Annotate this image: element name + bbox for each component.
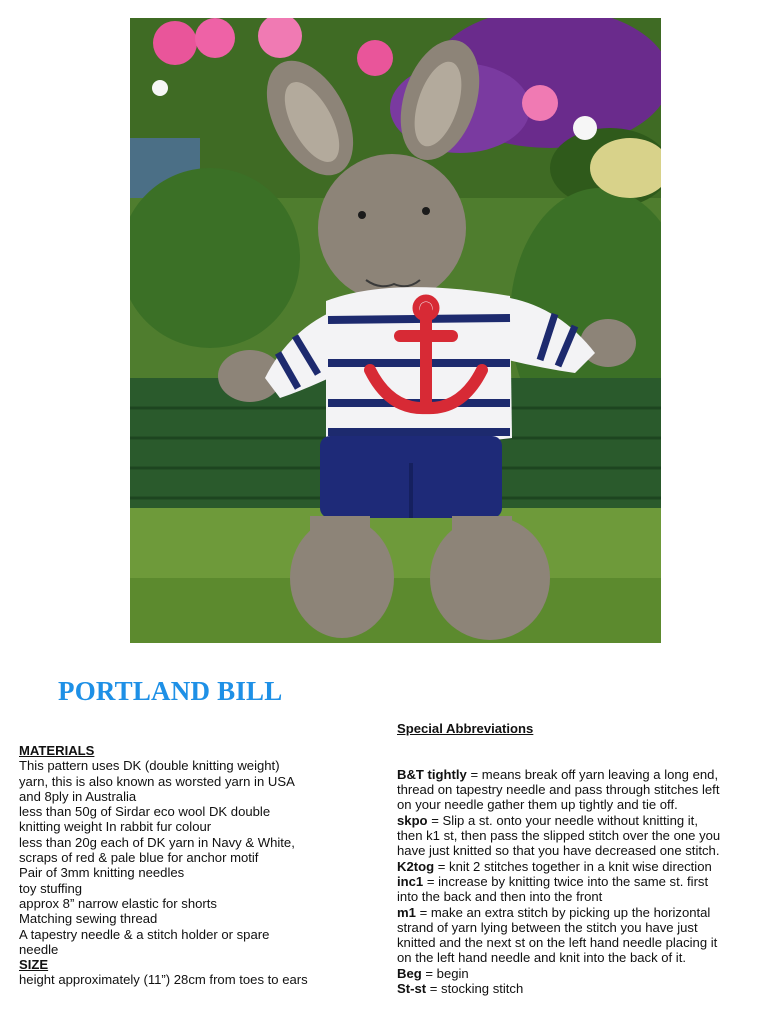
- size-text: height approximately (11”) 28cm from toes to ears: [19, 972, 308, 988]
- materials-line: needle: [19, 941, 59, 957]
- abbreviation-definition: = Slip a st. onto your needle without knitting it,: [427, 812, 698, 828]
- abbreviation-definition: = make an extra stitch by picking up the horizontal: [415, 904, 711, 920]
- materials-line: approx 8” narrow elastic for shorts: [19, 895, 217, 911]
- abbreviation-term: m1: [397, 904, 416, 920]
- abbreviation-definition: = increase by knitting twice into the same st. first: [423, 873, 709, 889]
- abbreviation-entry: [397, 813, 759, 828]
- abbreviation-term: K2tog: [397, 858, 435, 874]
- abbreviations-heading: Special Abbreviations: [397, 721, 534, 736]
- abbreviation-entry: [397, 859, 759, 874]
- abbreviation-continuation: thread on tapestry needle and pass through stitches left: [397, 782, 720, 798]
- abbreviation-term: B&T tightly: [397, 766, 467, 782]
- materials-line: yarn, this is also known as worsted yarn in USA: [19, 773, 295, 789]
- abbreviation-continuation: on the left hand needle and knit into the back of it.: [397, 950, 686, 966]
- materials-line: scraps of red & pale blue for anchor motif: [19, 850, 259, 866]
- abbreviation-entry: [397, 966, 759, 981]
- abbreviation-definition: = stocking stitch: [426, 981, 524, 997]
- materials-line: This pattern uses DK (double knitting weight): [19, 758, 280, 774]
- materials-heading: MATERIALS: [19, 743, 95, 758]
- abbreviation-entry: [397, 874, 759, 889]
- materials-line: toy stuffing: [19, 880, 83, 896]
- abbreviation-term: inc1: [397, 873, 424, 889]
- abbreviation-continuation: knitted and the next st on the left hand needle placing it: [397, 935, 718, 951]
- materials-line: less than 50g of Sirdar eco wool DK double: [19, 804, 271, 820]
- abbreviation-continuation: into the back and then into the front: [397, 889, 603, 905]
- materials-line: and 8ply in Australia: [19, 788, 137, 804]
- abbreviation-definition: = knit 2 stitches together in a knit wise direction: [434, 858, 712, 874]
- size-heading: SIZE: [19, 957, 49, 973]
- materials-line: Pair of 3mm knitting needles: [19, 865, 185, 881]
- abbreviation-term: skpo: [397, 812, 428, 828]
- abbreviation-continuation: then k1 st, then pass the slipped stitch over the one you: [397, 828, 721, 844]
- abbreviation-term: St-st: [397, 981, 427, 997]
- abbreviation-continuation: have just knitted so that you have decreased one stitch.: [397, 843, 720, 859]
- abbreviation-entry: [397, 767, 759, 782]
- materials-line: knitting weight In rabbit fur colour: [19, 819, 212, 835]
- rabbit-toy-photo: [130, 18, 661, 643]
- spacer: [397, 736, 759, 751]
- abbreviation-definition: = means break off yarn leaving a long end,: [466, 766, 719, 782]
- pattern-title: PORTLAND BILL: [58, 676, 283, 706]
- materials-section: [19, 743, 349, 988]
- abbreviation-definition: = begin: [421, 965, 469, 981]
- abbreviation-continuation: strand of yarn lying between the stitch you have just: [397, 919, 698, 935]
- materials-line: A tapestry needle & a stitch holder or spare: [19, 926, 270, 942]
- abbreviation-entry: [397, 981, 759, 996]
- materials-line: Matching sewing thread: [19, 911, 158, 927]
- spacer: [397, 752, 759, 767]
- abbreviations-section: [397, 721, 759, 996]
- materials-line: less than 20g each of DK yarn in Navy & White,: [19, 834, 295, 850]
- abbreviation-term: Beg: [397, 965, 422, 981]
- abbreviation-entry: [397, 905, 759, 920]
- abbreviation-continuation: on your needle gather them up tightly and tie off.: [397, 797, 678, 813]
